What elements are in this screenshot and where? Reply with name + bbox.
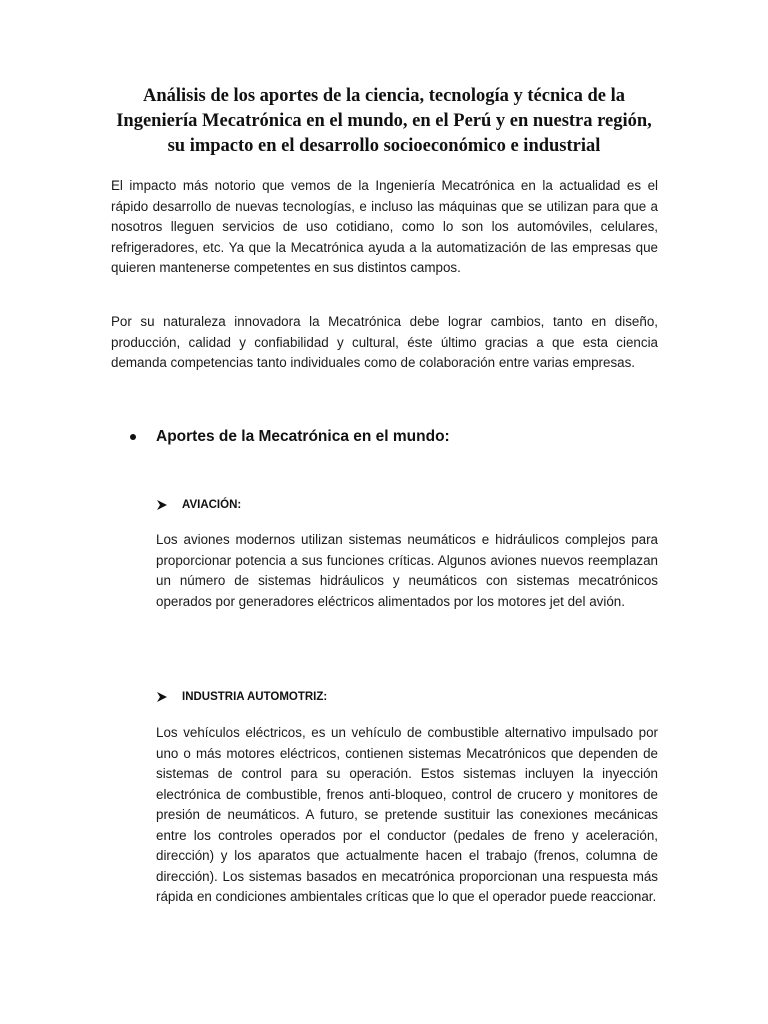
document-title: Análisis de los aportes de la ciencia, tecnología y técnica de la Ingeniería Mecatrónica en el mundo, en el Perú y en nuestra región, su impacto en el desarrollo socioeconómico e industrial [116, 86, 652, 156]
subsection-paragraph: Los vehículos eléctricos, es un vehículo de combustible alternativo impulsado por uno o más motores eléctricos, contienen sistemas Mecatrónicos que dependen de sistemas de control para su operación. Estos sistemas incluyen la inyección electrónica de combustible, frenos anti-bloqueo, control de crucero y monitores de presión de neumáticos. A futuro, se pretende sustituir las conexiones mecánicas entre los controles operados por el conductor (pedales de freno y aceleración, dirección) y los aparatos que actualmente hacen el trabajo (frenos, columna de dirección). Los sistemas basados en mecatrónica proporcionan una respuesta más rápida en condiciones ambientales críticas que lo que el operador puede reaccionar. [156, 725, 658, 904]
intro-paragraph: El impacto más notorio que vemos de la Ingeniería Mecatrónica en la actualidad es el rápido desarrollo de nuevas tecnologías, e incluso las máquinas que se utilizan para que a nosotros lleguen servicios de uso cotidiano, como lo son los automóviles, celulares, refrigeradores, etc. Ya que la Mecatrónica ayuda a la automatización de las empresas que quieren mantenerse competentes en sus distintos campos. [111, 178, 658, 275]
subsection-heading: INDUSTRIA AUTOMOTRIZ: [182, 691, 328, 703]
bullet-dot-icon [130, 434, 136, 440]
subsection-paragraph: Los aviones modernos utilizan sistemas neumáticos e hidráulicos complejos para proporcionar potencia a sus funciones críticas. Algunos aviones nuevos reemplazan un número de sistemas hidráulicos y neumáticos con sistemas mecatrónicos operados por generadores eléctricos alimentados por los motores jet del avión. [156, 532, 658, 609]
section-bullet [130, 428, 650, 446]
subsection-heading: AVIACIÓN: [182, 499, 242, 511]
second-paragraph: Por su naturaleza innovadora la Mecatrónica debe lograr cambios, tanto en diseño, producción, calidad y confiabilidad y cultural, éste último gracias a que esta ciencia demanda competencias tanto individuales como de colaboración entre varias empresas. [111, 314, 658, 370]
section-heading: Aportes de la Mecatrónica en el mundo: [156, 428, 450, 445]
subsection-heading-row [156, 499, 656, 511]
arrowhead-bullet-icon [156, 499, 168, 511]
subsection-heading-row [156, 691, 656, 703]
arrowhead-bullet-icon [156, 691, 168, 703]
